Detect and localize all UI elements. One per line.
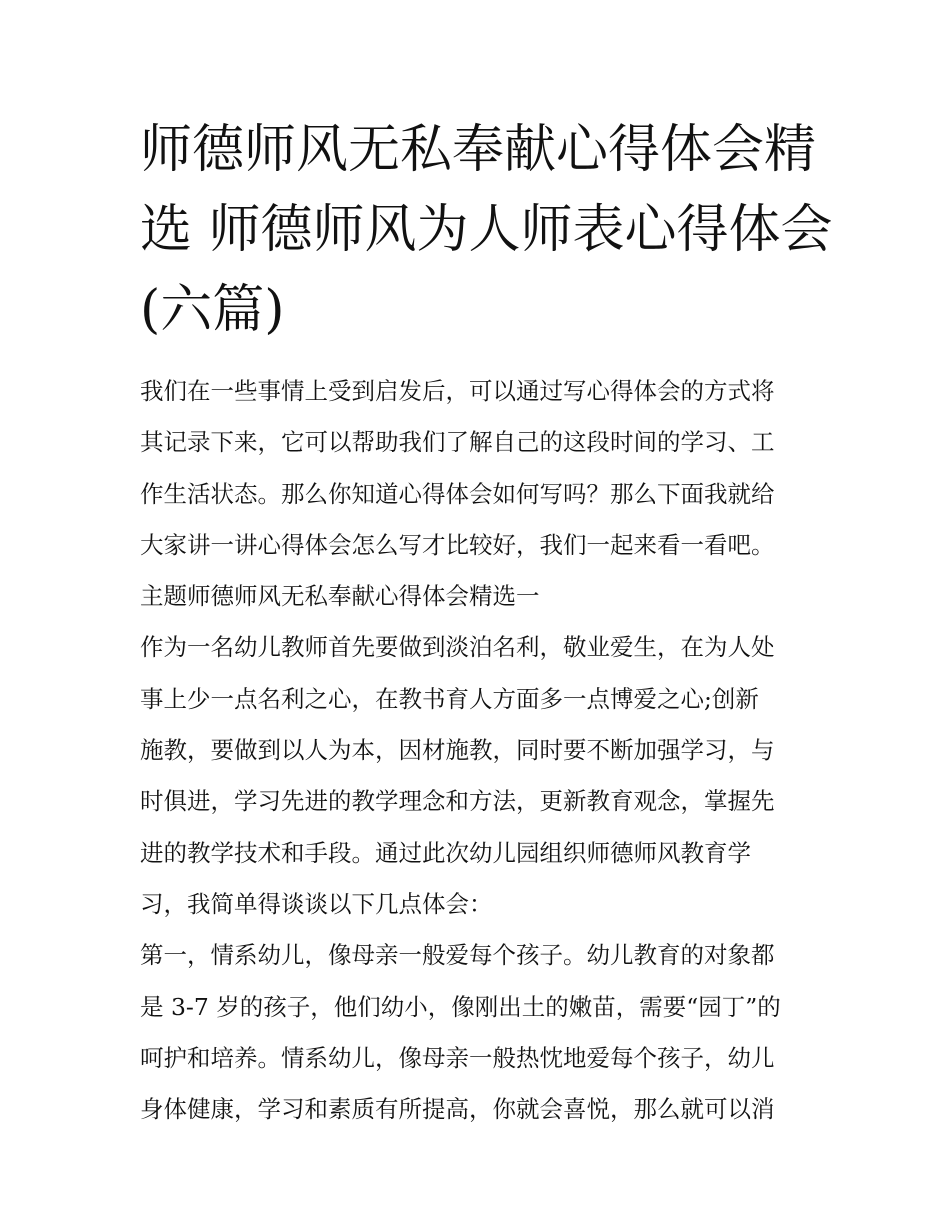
body-line: 进的教学技术和手段。通过此次幼儿园组织师德师风教育学 bbox=[140, 838, 751, 867]
body-line: 大家讲一讲心得体会怎么写才比较好，我们一起来看一看吧。 bbox=[140, 530, 775, 559]
body-line: 作为一名幼儿教师首先要做到淡泊名利，敬业爱生，在为人处 bbox=[140, 633, 775, 662]
title-line: 选 师德师风为人师表心得体会 bbox=[140, 200, 833, 260]
body-line: 作生活状态。那么你知道心得体会如何写吗？那么下面我就给 bbox=[140, 479, 775, 508]
body-line: 事上少一点名利之心，在教书育人方面多一点博爱之心;创新 bbox=[140, 684, 759, 713]
body-line: 施教，要做到以人为本，因材施教，同时要不断加强学习，与 bbox=[140, 736, 775, 765]
body-line: 是 3-7 岁的孩子，他们幼小，像刚出土的嫩苗，需要“园丁”的 bbox=[140, 992, 781, 1021]
title-line: 师德师风无私奉献心得体会精 bbox=[140, 120, 817, 180]
body-line: 身体健康，学习和素质有所提高，你就会喜悦，那么就可以消 bbox=[140, 1095, 775, 1124]
body-line: 呵护和培养。情系幼儿，像母亲一般热忱地爱每个孩子，幼儿 bbox=[140, 1043, 775, 1072]
body-line: 其记录下来，它可以帮助我们了解自己的这段时间的学习、工 bbox=[140, 428, 775, 457]
body-line: 时俱进，学习先进的教学理念和方法，更新教育观念，掌握先 bbox=[140, 787, 775, 816]
body-line: 习，我简单得谈谈以下几点体会： bbox=[140, 889, 493, 918]
document-body bbox=[140, 366, 812, 1135]
title-line: (六篇) bbox=[140, 280, 285, 340]
body-line: 第一，情系幼儿，像母亲一般爱每个孩子。幼儿教育的对象都 bbox=[140, 941, 775, 970]
section-heading: 主题师德师风无私奉献心得体会精选一 bbox=[140, 582, 540, 611]
document-page bbox=[140, 110, 833, 1135]
document-title bbox=[140, 110, 833, 350]
body-line: 我们在一些事情上受到启发后，可以通过写心得体会的方式将 bbox=[140, 377, 775, 405]
